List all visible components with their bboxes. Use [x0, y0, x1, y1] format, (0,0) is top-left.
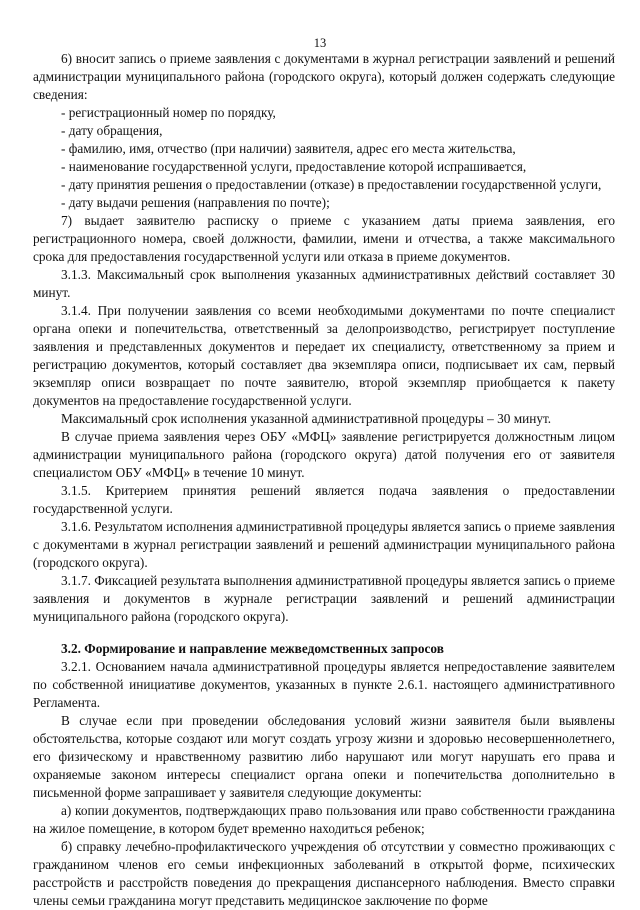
body-paragraph: 3.1.5. Критерием принятия решений является подача заявления о предоставлении государственной услуги. [33, 483, 615, 516]
page-number: 13 [313, 36, 327, 50]
body-paragraph: 7) выдает заявителю расписку о приеме с указанием даты приема заявления, его регистрационного номера, своей должности, фамилии, имени и отчества, а также максимального срока для предоставления государственной услуги или отказа в приеме документов. [33, 213, 615, 264]
body-paragraph: 6) вносит запись о приеме заявления с документами в журнал регистрации заявлений и решений администрации муниципального района (городского округа), который должен содержать следующие сведения: [33, 51, 615, 102]
list-item: - наименование государственной услуги, предоставление которой испрашивается, [61, 159, 527, 174]
list-item: - регистрационный номер по порядку, [61, 105, 276, 120]
body-paragraph: 3.1.6. Результатом исполнения административной процедуры является запись о приеме заявления с документами в журнал регистрации заявлений и решений администрации муниципального района (городского округа). [33, 519, 615, 570]
document-body [33, 50, 615, 910]
body-paragraph: б) справку лечебно-профилактического учреждения об отсутствии у совместно проживающих с гражданином членов его семьи инфекционных заболеваний в открытой форме, психических расстройств и расстройств поведения до прекращения диспансерного наблюдения. Вместо справки члены семьи гражданина могут представить медицинское заключение по форме [33, 839, 615, 908]
body-paragraph: 3.1.3. Максимальный срок выполнения указанных административных действий составляет 30 минут. [33, 267, 615, 300]
body-paragraph: 3.1.7. Фиксацией результата выполнения административной процедуры является запись о приеме заявления и документов в журнале регистрации заявлений и решений администрации муниципального района (городского округа). [33, 573, 615, 624]
list-item: - дату принятия решения о предоставлении (отказе) в предоставлении государственной услуги, [61, 177, 602, 192]
body-paragraph: 3.2.1. Основанием начала административной процедуры является непредоставление заявителем по собственной инициативе документов, указанных в пункте 2.6.1. настоящего административного Регламента. [33, 659, 615, 710]
body-paragraph: В случае если при проведении обследования условий жизни заявителя были выявлены обстоятельства, которые создают или могут создать угрозу жизни и здоровью несовершеннолетнего, его физическому и нравственному развитию либо нарушают или могут нарушать его права и охраняемые законом интересы специалист органа опеки и попечительства дополнительно в письменной форме запрашивает у заявителя следующие документы: [33, 713, 615, 800]
body-paragraph: Максимальный срок исполнения указанной административной процедуры – 30 минут. [61, 411, 552, 426]
body-paragraph: В случае приема заявления через ОБУ «МФЦ» заявление регистрируется должностным лицом администрации муниципального района (городского округа) датой получения его от заявителя специалистом ОБУ «МФЦ» в течение 10 минут. [33, 429, 615, 480]
section-heading: 3.2. Формирование и направление межведомственных запросов [61, 641, 444, 656]
list-item: - дату выдачи решения (направления по почте); [61, 195, 330, 210]
body-paragraph: а) копии документов, подтверждающих право пользования или право собственности гражданина на жилое помещение, в котором будет временно находиться ребенок; [33, 803, 615, 836]
body-paragraph: 3.1.4. При получении заявления со всеми необходимыми документами по почте специалист органа опеки и попечительства, ответственный за делопроизводство, регистрирует поступление заявления и представленных документов и передает их специалисту, ответственному за прием и регистрацию документов, который составляет два экземпляра описи, подписывает их сам, первый экземпляр описи возвращает по почте заявителю, второй экземпляр приобщается к пакету документов на предоставление государственной услуги. [33, 303, 615, 408]
list-item: - фамилию, имя, отчество (при наличии) заявителя, адрес его места жительства, [61, 141, 516, 156]
list-item: - дату обращения, [61, 123, 163, 138]
